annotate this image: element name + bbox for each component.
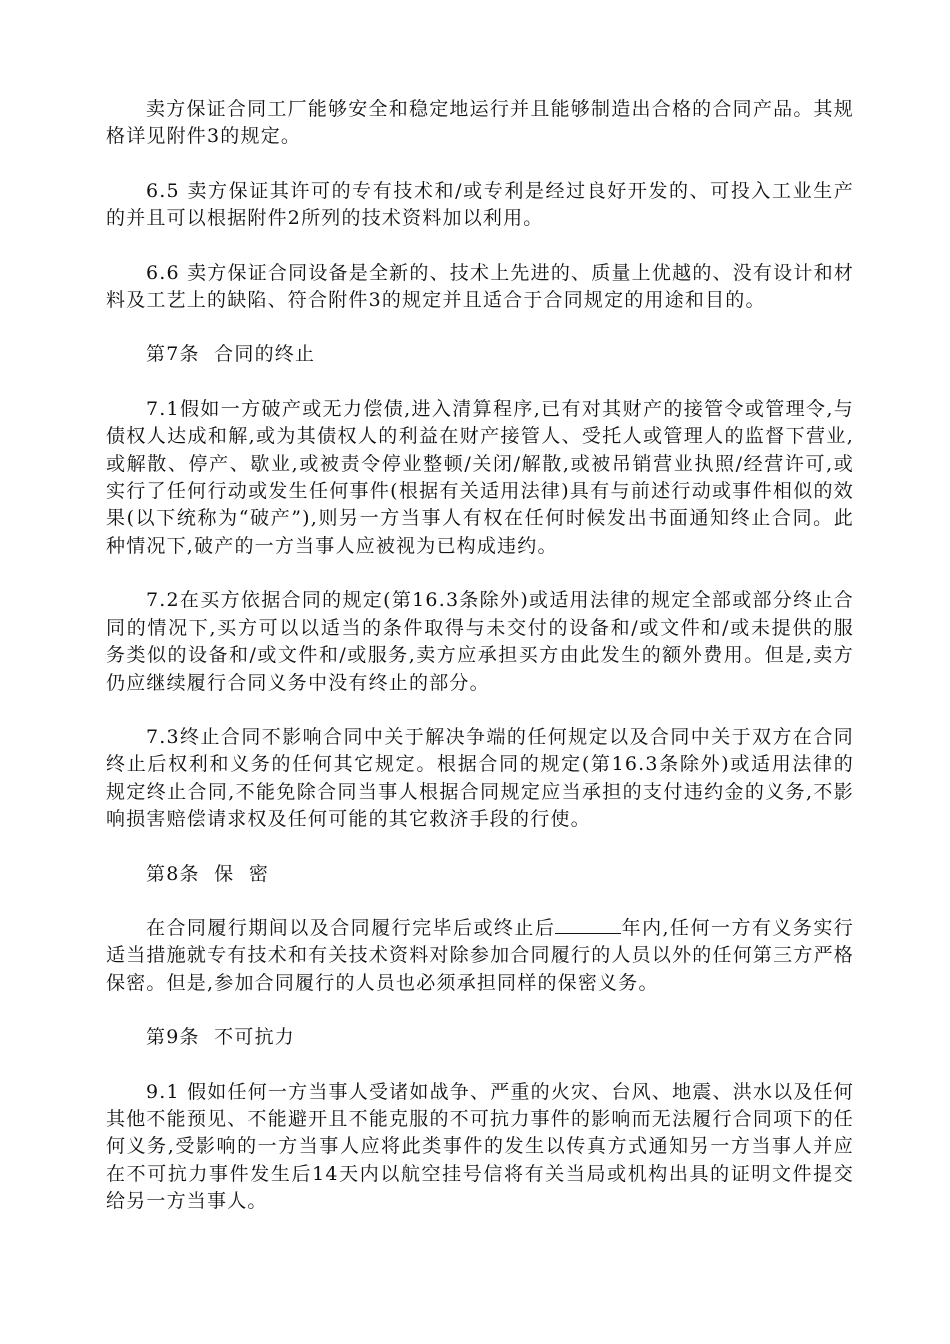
article-9-heading: 第9条 不可抗力 (146, 1026, 295, 1049)
paragraph-8-part-2: 年内,任何一方有义务实行适当措施就专有技术和有关技术资料对除参加合同履行的人员以外的任何第三方严格保密。但是,参加合同履行的人员也必须承担同样的保密义务。 (106, 916, 854, 994)
paragraph-6-4-continued: 卖方保证合同工厂能够安全和稳定地运行并且能够制造出合格的合同产品。其规格详见附件3的规定。 (106, 98, 854, 148)
paragraph-6-6: 6.6 卖方保证合同设备是全新的、技术上先进的、质量上优越的、没有设计和材料及工艺上的缺陷、符合附件3的规定并且适合于合同规定的用途和目的。 (106, 261, 854, 312)
fill-in-blank-years[interactable] (555, 915, 621, 934)
paragraph-9-1: 9.1 假如任何一方当事人受诸如战争、严重的火灾、台风、地震、洪水以及任何其他不能预见、不能避开且不能克服的不可抗力事件的影响而无法履行合同项下的任何义务,受影响的一方当事人应将此类事件的发生以传真方式通知另一方当事人并应在不可抗力事件发生后14天内以航空挂号信将有关当局或机构出具的证明文件提交给另一方当事人。 (106, 1080, 854, 1213)
article-8-heading: 第8条 保 密 (146, 862, 270, 885)
paragraph-8-part-1: 在合同履行期间以及合同履行完毕后或终止后 (146, 916, 556, 939)
paragraph-8 (106, 915, 854, 997)
paragraph-7-1: 7.1假如一方破产或无力偿债,进入清算程序,已有对其财产的接管令或管理令,与债权人达成和解,或为其债权人的利益在财产接管人、受托人或管理人的监督下营业,或解散、停产、歇业,或被责令停业整顿/关闭/解散,或被吊销营业执照/经营许可,或实行了任何行动或发生任何事件(根据有关适用法律)具有与前述行动或事件相似的效果(以下统称为“破产”),则另一方当事人有权在任何时候发出书面通知终止合同。此种情况下,破产的一方当事人应被视为已构成违约。 (106, 397, 854, 557)
document-page (106, 96, 854, 1243)
paragraph-6-5: 6.5 卖方保证其许可的专有技术和/或专利是经过良好开发的、可投入工业生产的并且可以根据附件2所列的技术资料加以利用。 (106, 179, 854, 230)
paragraph-7-2: 7.2在买方依据合同的规定(第16.3条除外)或适用法律的规定全部或部分终止合同的情况下,买方可以以适当的条件取得与未交付的设备和/或文件和/或未提供的服务类似的设备和/或文件和/或服务,卖方应承担买方由此发生的额外费用。但是,卖方仍应继续履行合同义务中没有终止的部分。 (106, 589, 854, 694)
article-7-heading: 第7条 合同的终止 (146, 343, 316, 366)
paragraph-7-3: 7.3终止合同不影响合同中关于解决争端的任何规定以及合同中关于双方在合同终止后权利和义务的任何其它规定。根据合同的规定(第16.3条除外)或适用法律的规定终止合同,不能免除合同当事人根据合同规定应当承担的支付违约金的义务,不影响损害赔偿请求权及任何可能的其它救济手段的行使。 (106, 725, 854, 831)
